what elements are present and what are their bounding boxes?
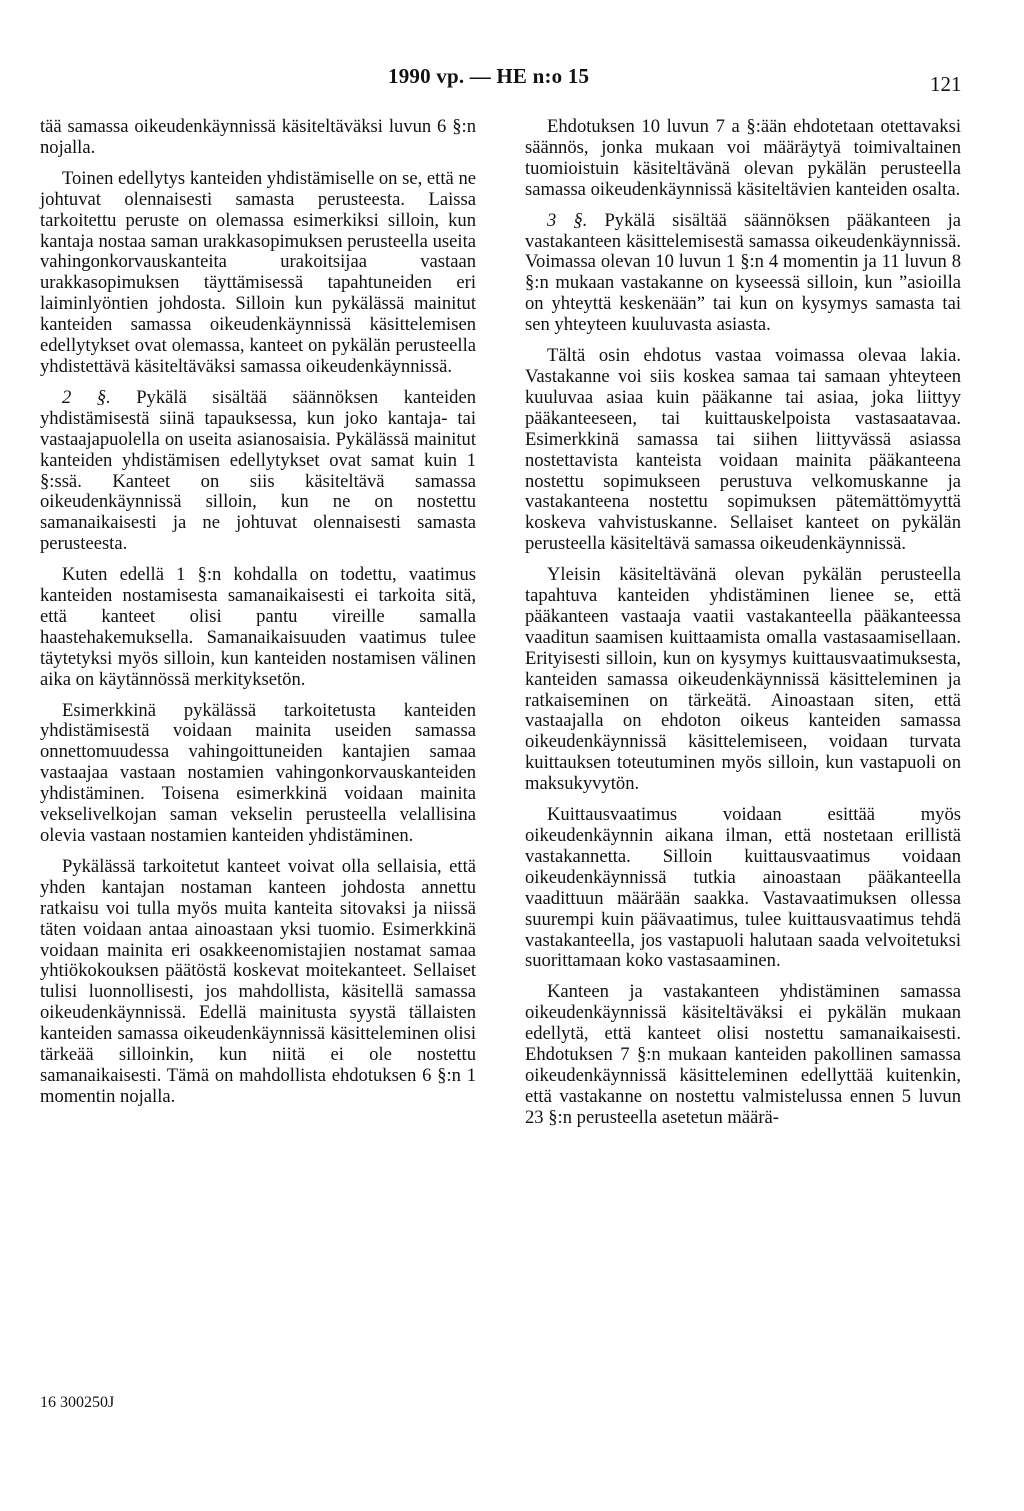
print-code: 16 300250J [40,1394,115,1411]
paragraph: Kuten edellä 1 §:n kohdalla on todettu, vaatimus kanteiden nostamisesta samanaikaisesti ei tarkoita sitä, että kanteet olisi pantu vireille samalla haastehakemuksella. Samanaikaisuuden vaatimus tulee täytetyksi myös silloin, kun kanteiden nostamisen välinen aika on käytännössä merkityksetön. [40,564,476,690]
paragraph: Ehdotuksen 10 luvun 7 a §:ään ehdotetaan otettavaksi säännös, jonka mukaan voi määräytyä toimivaltainen tuomioistuin käsiteltävänä olevan pykälän perusteella samassa oikeudenkäynnissä käsiteltävien kanteiden osalta. [525,116,961,200]
paragraph: Esimerkkinä pykälässä tarkoitetusta kanteiden yhdistämisestä voidaan mainita useiden samassa onnettomuudessa vahingoittuneiden kantajien samaa vastaajaa vastaan nostamien vahingonkorvauskanteiden yhdistäminen. Toisena esimerkkinä voidaan mainita vekselivelkojan saman vekselin perusteella velallisina olevia vastaan nostamien kanteiden yhdistäminen. [40,699,476,846]
left-column [40,117,476,1118]
paragraph: 2 §. Pykälä sisältää säännöksen kanteiden yhdistämisestä siinä tapauksessa, kun joko kantaja- tai vastaajapuolella on useita asianosaisia. Pykälässä mainitut kanteiden yhdistämisen edellytykset ovat samat kuin 1 §:ssä. Kanteet on siis käsiteltävä samassa oikeudenkäynnissä silloin, kun ne on nostettu samanaikaisesti ja ne johtuvat olennaisesti samasta perusteesta. [40,386,476,555]
paragraph: 3 §. Pykälä sisältää säännöksen pääkanteen ja vastakanteen käsittelemisestä samassa oikeudenkäynnissä. Voimassa olevan 10 luvun 1 §:n 4 momentin ja 11 luvun 8 §:n mukaan vastakanne on kyseessä silloin, kun ”asioilla on yhteyttä keskenään” tai kun on kysymys samasta tai sen yhteyteen kuuluvasta asiasta. [525,209,961,336]
paragraph: Tältä osin ehdotus vastaa voimassa olevaa lakia. Vastakanne voi siis koskea samaa tai samaan yhteyteen kuuluvaa asiaa kuin pääkanne tai asiaa, joka liittyy pääkanteeseen, tai kuittauskelpoista vastasaatavaa. Esimerkkinä samassa tai siihen liittyvässä asiassa nostettavista kanteista voidaan mainita pääkanteena nostettu sopimukseen perustuva velkomuskanne ja vastakanteena nostettu sopimuksen pätemättömyyttä koskeva vahvistuskanne. Sellaiset kanteet on pykälän perusteella käsiteltävä samassa oikeudenkäynnissä. [525,345,961,555]
page-header [0,64,1024,96]
paragraph: Yleisin käsiteltävänä olevan pykälän perusteella tapahtuva kanteiden yhdistäminen lienee se, että pääkanteen vastaaja vaatii vastakanteella pääkanteessa vaaditun saamisen kuittaamista omalla vastasaamisellaan. Erityisesti silloin, kun on kysymys kuittausvaatimuksesta, kanteiden samassa oikeudenkäynnissä käsitteleminen ja ratkaiseminen on tärkeätä. Ainoastaan siten, että vastaajalla on ehdoton oikeus kanteiden samassa oikeudenkäynnissä käsittelemiseen, voidaan turvata kuittauksen toteutuminen myös silloin, kun vastapuoli on maksukyvytön. [525,564,961,795]
section-number: 3 §. [547,209,588,231]
paragraph: Pykälässä tarkoitetut kanteet voivat olla sellaisia, että yhden kantajan nostaman kanteen johdosta annettu ratkaisu voi tulla myös muita kanteita sitovaksi ja niissä täten voidaan antaa ainoastaan yksi tuomio. Esimerkkinä voidaan mainita eri osakkeenomistajien nostamat samaa yhtiökokouksen päätöstä koskevat moitekanteet. Sellaiset tulisi luonnollisesti, jos mahdollista, käsitellä samassa oikeudenkäynnissä. Edellä mainitusta syystä tällaisten kanteiden samassa oikeudenkäynnissä käsitteleminen olisi tärkeää silloinkin, kun niitä ei ole nostettu samanaikaisesti. Tämä on mahdollista ehdotuksen 6 §:n 1 momentin nojalla. [40,855,476,1107]
right-column [525,117,961,1139]
page-number: 121 [930,72,962,96]
paragraph: tää samassa oikeudenkäynnissä käsiteltäväksi luvun 6 §:n nojalla. [40,116,476,158]
paragraph: Kanteen ja vastakanteen yhdistäminen samassa oikeudenkäynnissä käsiteltäväksi ei pykälän mukaan edellytä, että kanteet olisi nostettu samanaikaisesti. Ehdotuksen 7 §:n mukaan kanteiden pakollinen samassa oikeudenkäynnissä käsitteleminen edellyttää kuitenkin, että vastakanne on nostettu valmistelussa ennen 5 luvun 23 §:n perusteella asetetun määrä- [525,981,961,1128]
paragraph: Kuittausvaatimus voidaan esittää myös oikeudenkäynnin aikana ilman, että nostetaan erillistä vastakannetta. Silloin kuittausvaatimus voidaan oikeudenkäynnissä tutkia ainoastaan pääkanteella vaadittuun määrään saakka. Vastavaatimuksen ollessa suurempi kuin päävaatimus, tulee kuittausvaatimus tehdä vastakanteella, jos vastapuoli halutaan saada velvoitetuksi suorittamaan koko vastasaaminen. [525,804,961,972]
section-number: 2 §. [62,386,111,408]
paragraph: Toinen edellytys kanteiden yhdistämiselle on se, että ne johtuvat olennaisesti samasta perusteesta. Laissa tarkoitettu peruste on olemassa esimerkiksi silloin, kun kantaja nostaa saman urakkasopimuksen perusteella useita vahingonkorvauskanteita urakoitsijaa vastaan urakkasopimuksen täyttämisessä tapahtuneiden eri laiminlyöntien johdosta. Silloin kun pykälässä mainitut kanteiden samassa oikeudenkäynnissä käsittelemisen edellytykset ovat olemassa, kanteet on pykälän perusteella yhdistettävä käsiteltäväksi samassa oikeudenkäynnissä. [40,167,476,377]
running-head: 1990 vp. — HE n:o 15 [388,64,590,88]
